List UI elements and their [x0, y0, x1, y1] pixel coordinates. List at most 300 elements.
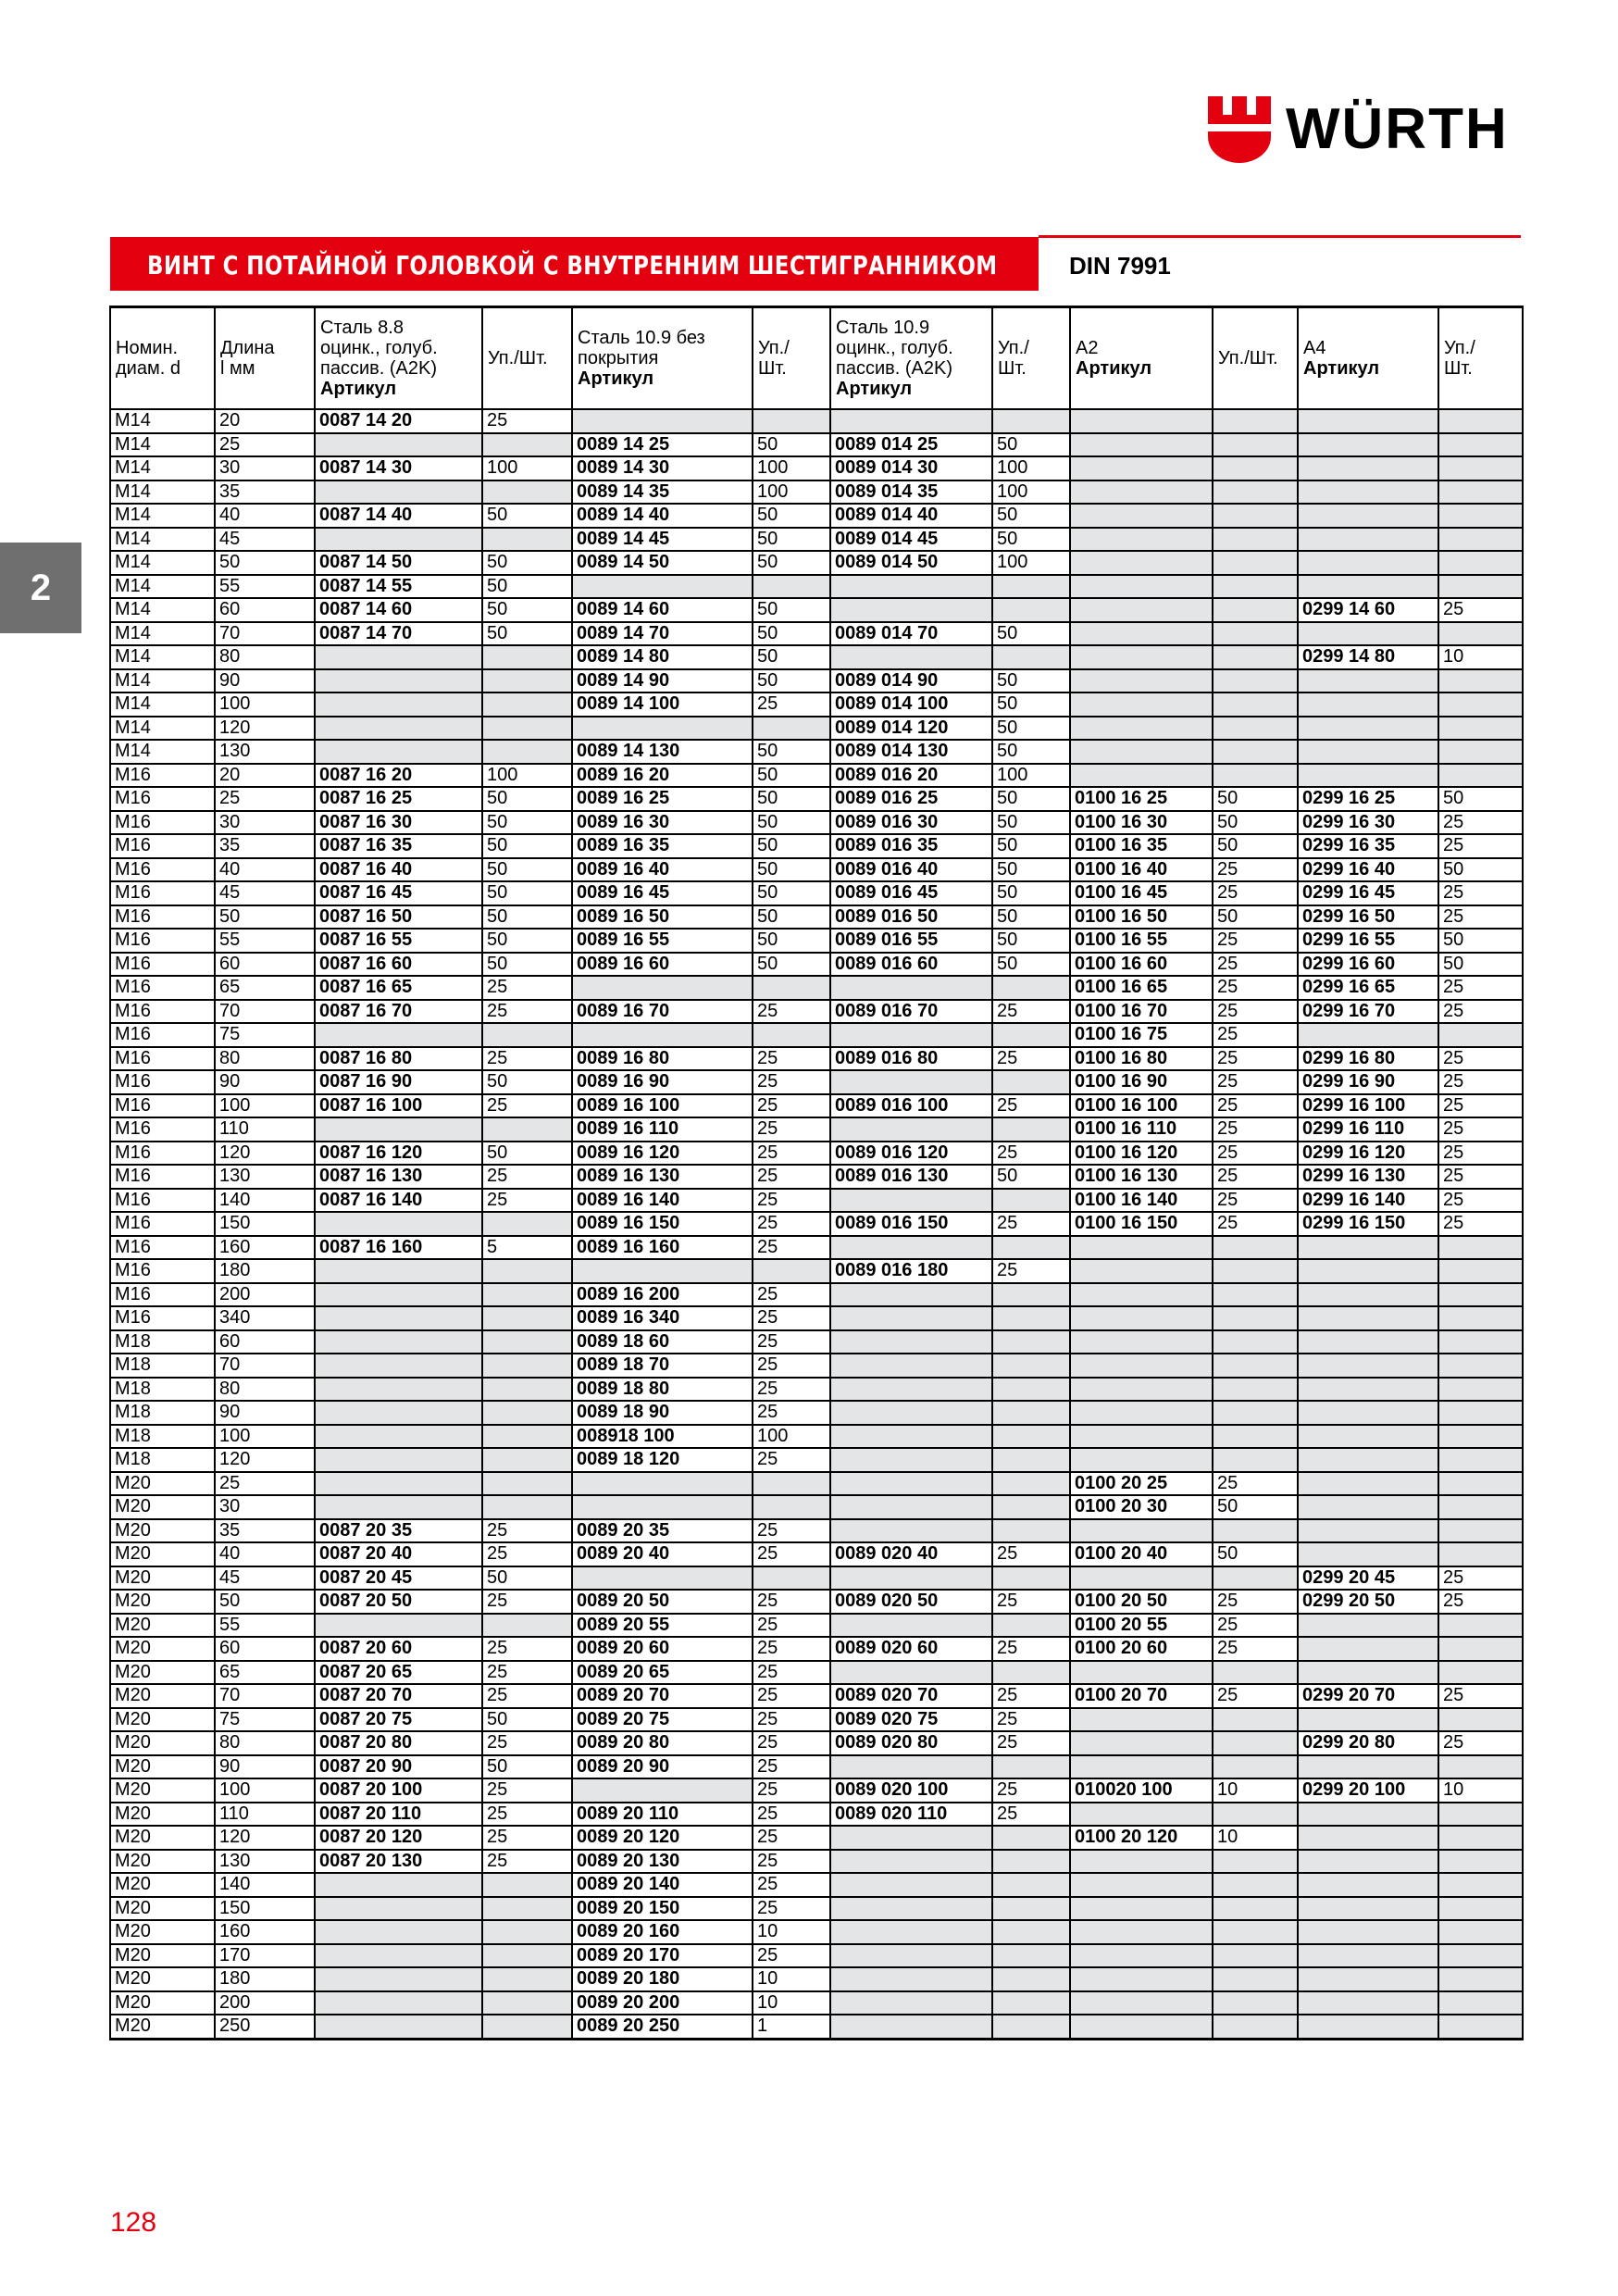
table-cell: 25 [1438, 598, 1523, 622]
table-cell: 0089 014 35 [830, 480, 992, 505]
table-cell [1213, 433, 1298, 457]
column-header-3 [482, 307, 572, 410]
table-cell: 65 [215, 1661, 315, 1685]
table-cell [1070, 740, 1213, 764]
table-cell: 50 [215, 905, 315, 930]
table-cell [1213, 1944, 1298, 1968]
table-cell: 25 [753, 1306, 830, 1330]
wurth-logo [1208, 96, 1523, 163]
table-cell: 25 [1438, 1094, 1523, 1118]
table-cell [315, 1920, 482, 1944]
table-cell: 160 [215, 1920, 315, 1944]
table-row [110, 1944, 1523, 1968]
table-cell [1213, 1566, 1298, 1591]
header-line: оцинк., голуб. [836, 338, 953, 358]
table-cell: 50 [753, 669, 830, 693]
table-row [110, 1661, 1523, 1685]
table-cell [1438, 1542, 1523, 1566]
table-cell: M20 [110, 1519, 215, 1543]
table-cell: 0299 16 150 [1298, 1212, 1438, 1236]
table-cell: 0089 014 100 [830, 693, 992, 717]
table-cell: 45 [215, 1566, 315, 1591]
table-cell [830, 1306, 992, 1330]
table-cell [830, 1897, 992, 1921]
table-cell: 25 [1438, 1165, 1523, 1189]
table-cell [992, 1117, 1070, 1142]
table-cell: 50 [992, 693, 1070, 717]
table-cell: 50 [482, 1708, 572, 1732]
table-cell [830, 2015, 992, 2039]
table-cell: 25 [992, 1637, 1070, 1661]
table-cell: 0089 020 80 [830, 1731, 992, 1755]
table-cell [482, 1944, 572, 1968]
table-cell: 0089 016 130 [830, 1165, 992, 1189]
table-cell: 70 [215, 1684, 315, 1708]
table-cell [1438, 1330, 1523, 1354]
table-cell: 25 [992, 1094, 1070, 1118]
header-line: Уп./ [1444, 338, 1475, 358]
table-cell: M20 [110, 1731, 215, 1755]
table-row [110, 1306, 1523, 1330]
table-row [110, 504, 1523, 528]
table-cell [1213, 669, 1298, 693]
table-cell: 25 [753, 1850, 830, 1874]
table-cell: 0100 16 75 [1070, 1023, 1213, 1047]
table-cell: 50 [753, 504, 830, 528]
table-cell [1298, 693, 1438, 717]
table-cell: 50 [1213, 834, 1298, 858]
table-row [110, 717, 1523, 741]
table-cell: 0087 16 80 [315, 1047, 482, 1071]
table-cell: M16 [110, 953, 215, 977]
table-cell: 25 [1438, 1000, 1523, 1024]
table-cell [1438, 1283, 1523, 1307]
table-cell [1298, 1873, 1438, 1897]
table-cell: 0100 20 40 [1070, 1542, 1213, 1566]
table-cell [1213, 1236, 1298, 1260]
table-cell [315, 693, 482, 717]
table-cell [1070, 1967, 1213, 1991]
table-cell [1298, 456, 1438, 480]
table-cell: 0299 20 50 [1298, 1590, 1438, 1614]
table-cell [1438, 1850, 1523, 1874]
table-cell: 0089 14 80 [572, 645, 753, 669]
table-cell [315, 433, 482, 457]
table-cell [992, 2015, 1070, 2039]
table-cell: 25 [482, 1165, 572, 1189]
table-cell: 45 [215, 881, 315, 905]
table-row [110, 1803, 1523, 1827]
table-row [110, 1850, 1523, 1874]
table-cell: 75 [215, 1708, 315, 1732]
table-cell [1438, 717, 1523, 741]
product-table-wrap [109, 306, 1522, 2040]
table-cell [315, 1354, 482, 1378]
table-cell: 25 [1213, 1614, 1298, 1638]
table-cell: 50 [992, 528, 1070, 552]
table-cell: 0089 16 20 [572, 764, 753, 788]
header-line: A4 [1303, 338, 1326, 358]
table-cell: 150 [215, 1212, 315, 1236]
table-cell [992, 1495, 1070, 1519]
table-cell [1438, 693, 1523, 717]
table-cell [482, 717, 572, 741]
table-cell: 25 [1213, 929, 1298, 953]
table-cell [830, 1614, 992, 1638]
table-cell [830, 1495, 992, 1519]
table-cell [1298, 1708, 1438, 1732]
table-cell: 60 [215, 598, 315, 622]
table-cell: M18 [110, 1378, 215, 1402]
table-cell: 180 [215, 1259, 315, 1283]
table-cell [482, 1425, 572, 1449]
table-cell: 25 [482, 1850, 572, 1874]
table-cell: M14 [110, 433, 215, 457]
table-cell [1438, 1354, 1523, 1378]
table-cell: M16 [110, 787, 215, 811]
table-cell [1438, 1378, 1523, 1402]
table-cell [992, 1944, 1070, 1968]
table-row [110, 1448, 1523, 1472]
table-cell: 0299 16 45 [1298, 881, 1438, 905]
table-cell [1298, 1472, 1438, 1496]
table-cell [1438, 1967, 1523, 1991]
table-cell: 0100 20 60 [1070, 1637, 1213, 1661]
table-cell: 50 [753, 645, 830, 669]
table-cell [572, 575, 753, 599]
table-cell [992, 1306, 1070, 1330]
table-cell: 50 [992, 811, 1070, 835]
table-cell: M20 [110, 1661, 215, 1685]
table-cell: 25 [482, 1661, 572, 1685]
header-line: диам. d [116, 358, 180, 379]
table-cell: 0089 020 60 [830, 1637, 992, 1661]
table-cell [1213, 764, 1298, 788]
table-cell: 0089 014 45 [830, 528, 992, 552]
table-cell: 25 [753, 1354, 830, 1378]
table-cell [1213, 1259, 1298, 1283]
table-cell: 0087 20 45 [315, 1566, 482, 1591]
table-row [110, 1189, 1523, 1213]
table-cell: 0087 14 60 [315, 598, 482, 622]
table-cell: 70 [215, 622, 315, 646]
table-cell: M16 [110, 929, 215, 953]
table-cell: 170 [215, 1944, 315, 1968]
table-cell: 0089 18 90 [572, 1401, 753, 1425]
table-cell [1070, 575, 1213, 599]
table-cell: 0299 20 70 [1298, 1684, 1438, 1708]
table-cell: 50 [482, 811, 572, 835]
table-header-row [110, 307, 1523, 410]
table-cell: 50 [992, 504, 1070, 528]
table-cell: 0100 16 25 [1070, 787, 1213, 811]
table-cell [1438, 1519, 1523, 1543]
table-cell [1438, 433, 1523, 457]
table-cell: 0089 16 100 [572, 1094, 753, 1118]
table-cell: 25 [753, 1212, 830, 1236]
table-cell [992, 1826, 1070, 1850]
table-cell: 0299 20 80 [1298, 1731, 1438, 1755]
table-cell [1213, 717, 1298, 741]
table-cell: M16 [110, 1212, 215, 1236]
table-cell: 80 [215, 645, 315, 669]
table-cell: 0089 20 110 [572, 1803, 753, 1827]
table-cell: 0100 20 120 [1070, 1826, 1213, 1850]
table-cell: 50 [753, 622, 830, 646]
table-cell [1070, 717, 1213, 741]
table-cell [1070, 2015, 1213, 2039]
table-cell: 0089 14 60 [572, 598, 753, 622]
table-cell: 25 [1213, 858, 1298, 882]
table-cell [1438, 528, 1523, 552]
table-cell: 25 [753, 1117, 830, 1142]
table-cell: 25 [482, 1590, 572, 1614]
table-cell [830, 976, 992, 1000]
table-cell: M14 [110, 669, 215, 693]
table-row [110, 456, 1523, 480]
table-cell [1298, 2015, 1438, 2039]
table-cell: 25 [753, 1519, 830, 1543]
table-cell: M16 [110, 1047, 215, 1071]
table-cell: 50 [1213, 811, 1298, 835]
table-row [110, 1897, 1523, 1921]
table-cell: 25 [1438, 1212, 1523, 1236]
brand-name: WÜRTH [1286, 97, 1509, 161]
table-cell [1438, 1425, 1523, 1449]
table-cell [315, 1873, 482, 1897]
table-cell: 0089 16 60 [572, 953, 753, 977]
table-cell: 50 [753, 764, 830, 788]
table-cell: 50 [753, 929, 830, 953]
table-cell: 0087 16 65 [315, 976, 482, 1000]
table-cell: M20 [110, 2015, 215, 2039]
table-cell: 0089 020 100 [830, 1778, 992, 1803]
table-cell [315, 1259, 482, 1283]
table-cell: 0100 16 40 [1070, 858, 1213, 882]
table-cell: M18 [110, 1448, 215, 1472]
table-cell: 160 [215, 1236, 315, 1260]
table-cell [1070, 693, 1213, 717]
table-cell: 0087 16 25 [315, 787, 482, 811]
table-cell [992, 976, 1070, 1000]
table-row [110, 1755, 1523, 1779]
table-cell: 70 [215, 1354, 315, 1378]
table-cell [830, 1991, 992, 2015]
table-cell: 50 [992, 622, 1070, 646]
header-line: Шт. [758, 358, 787, 379]
table-cell [482, 1306, 572, 1330]
table-cell: 50 [1438, 858, 1523, 882]
table-cell: 50 [992, 953, 1070, 977]
table-cell [1213, 2015, 1298, 2039]
table-cell: 25 [1213, 1590, 1298, 1614]
table-row [110, 1472, 1523, 1496]
table-row [110, 1495, 1523, 1519]
table-cell: 25 [1213, 1070, 1298, 1094]
table-cell: 0089 020 75 [830, 1708, 992, 1732]
table-cell [1070, 456, 1213, 480]
table-row [110, 834, 1523, 858]
table-cell: M20 [110, 1542, 215, 1566]
table-cell: 0087 14 20 [315, 409, 482, 433]
header-article-label: Артикул [1303, 358, 1380, 379]
table-cell: 100 [215, 1425, 315, 1449]
table-cell [1298, 1259, 1438, 1283]
table-cell [753, 1495, 830, 1519]
table-cell: 0087 20 110 [315, 1803, 482, 1827]
table-cell [482, 2015, 572, 2039]
table-row [110, 1236, 1523, 1260]
table-cell: 200 [215, 1283, 315, 1307]
table-cell [1438, 1023, 1523, 1047]
table-cell: 0087 20 50 [315, 1590, 482, 1614]
table-cell: 0089 20 160 [572, 1920, 753, 1944]
table-cell: 0089 18 60 [572, 1330, 753, 1354]
column-header-8 [1070, 307, 1213, 410]
table-row [110, 1778, 1523, 1803]
table-row [110, 976, 1523, 1000]
table-cell [1438, 409, 1523, 433]
table-cell [1213, 1803, 1298, 1827]
table-cell [753, 575, 830, 599]
table-cell [830, 1117, 992, 1142]
table-cell: 100 [215, 693, 315, 717]
table-cell: M20 [110, 1566, 215, 1591]
table-cell: 100 [992, 551, 1070, 575]
table-cell: 10 [753, 1920, 830, 1944]
table-cell: M14 [110, 528, 215, 552]
table-cell: 0089 20 200 [572, 1991, 753, 2015]
table-cell [992, 598, 1070, 622]
table-cell [1070, 1803, 1213, 1827]
table-cell: M20 [110, 1967, 215, 1991]
table-row [110, 740, 1523, 764]
table-cell: 25 [482, 976, 572, 1000]
table-cell [830, 1330, 992, 1354]
table-cell: 120 [215, 1826, 315, 1850]
table-cell [992, 1661, 1070, 1685]
table-cell [315, 1330, 482, 1354]
table-cell: 50 [482, 858, 572, 882]
table-cell: 0089 020 40 [830, 1542, 992, 1566]
table-cell: 0100 16 150 [1070, 1212, 1213, 1236]
table-row [110, 1354, 1523, 1378]
table-cell: M20 [110, 1826, 215, 1850]
table-cell: 0089 14 50 [572, 551, 753, 575]
table-cell: 50 [1213, 787, 1298, 811]
table-cell: M16 [110, 1142, 215, 1166]
table-cell [753, 717, 830, 741]
table-cell: 0089 18 120 [572, 1448, 753, 1472]
table-cell: 0089 14 70 [572, 622, 753, 646]
table-cell [992, 1967, 1070, 1991]
table-cell: 0089 016 20 [830, 764, 992, 788]
table-cell: M14 [110, 504, 215, 528]
table-cell: M20 [110, 1991, 215, 2015]
table-cell: 0087 20 90 [315, 1755, 482, 1779]
table-cell: 25 [482, 1684, 572, 1708]
table-cell [315, 1283, 482, 1307]
column-header-10 [1298, 307, 1438, 410]
table-cell [830, 598, 992, 622]
page-title: ВИНТ С ПОТАЙНОЙ ГОЛОВКОЙ С ВНУТРЕННИМ ШЕСТИГРАННИКОМ [147, 250, 998, 281]
table-cell: 0089 020 110 [830, 1803, 992, 1827]
column-header-4 [572, 307, 753, 410]
table-cell: 25 [992, 1000, 1070, 1024]
table-cell [992, 1354, 1070, 1378]
table-cell [1070, 1354, 1213, 1378]
table-cell [1438, 575, 1523, 599]
table-cell [992, 1850, 1070, 1874]
table-cell [1298, 1495, 1438, 1519]
table-cell: 50 [992, 905, 1070, 930]
table-cell [1298, 480, 1438, 505]
header-article-label: Артикул [1076, 358, 1152, 379]
table-cell: 0299 16 90 [1298, 1070, 1438, 1094]
table-cell [482, 1212, 572, 1236]
table-cell [1070, 1850, 1213, 1874]
table-cell: M20 [110, 1708, 215, 1732]
table-cell: 0089 20 50 [572, 1590, 753, 1614]
table-cell [1070, 645, 1213, 669]
table-cell [1070, 1731, 1213, 1755]
table-cell [1070, 1991, 1213, 2015]
table-cell [992, 1873, 1070, 1897]
table-cell: 10 [753, 1967, 830, 1991]
table-cell: 0100 16 130 [1070, 1165, 1213, 1189]
table-cell: 0089 20 65 [572, 1661, 753, 1685]
table-cell [1298, 1519, 1438, 1543]
table-cell [1298, 528, 1438, 552]
table-cell [992, 409, 1070, 433]
table-cell: M14 [110, 622, 215, 646]
table-cell: 25 [1213, 1047, 1298, 1071]
table-cell: 0089 20 40 [572, 1542, 753, 1566]
table-cell: 340 [215, 1306, 315, 1330]
table-cell: 25 [482, 1094, 572, 1118]
table-cell [1070, 1306, 1213, 1330]
table-cell: M16 [110, 881, 215, 905]
table-cell: 100 [992, 480, 1070, 505]
table-cell: 25 [753, 1778, 830, 1803]
table-cell: 110 [215, 1803, 315, 1827]
table-cell: 0089 14 90 [572, 669, 753, 693]
table-cell: M14 [110, 480, 215, 505]
table-cell: 0089 18 70 [572, 1354, 753, 1378]
table-cell [1438, 1448, 1523, 1472]
table-row [110, 1047, 1523, 1071]
table-cell [1070, 528, 1213, 552]
product-table [109, 306, 1524, 2040]
table-cell: 200 [215, 1991, 315, 2015]
table-cell: 0089 14 100 [572, 693, 753, 717]
table-cell [315, 1117, 482, 1142]
table-cell [830, 409, 992, 433]
table-cell: 50 [992, 1165, 1070, 1189]
table-cell: 0087 16 90 [315, 1070, 482, 1094]
table-cell: 120 [215, 1448, 315, 1472]
table-cell: 60 [215, 1637, 315, 1661]
table-row [110, 1094, 1523, 1118]
table-cell: 140 [215, 1873, 315, 1897]
table-cell [315, 528, 482, 552]
table-cell: 25 [992, 1259, 1070, 1283]
table-cell [572, 1566, 753, 1591]
table-cell [1213, 622, 1298, 646]
table-cell: 0089 14 130 [572, 740, 753, 764]
table-cell [830, 1920, 992, 1944]
table-cell: 50 [482, 953, 572, 977]
